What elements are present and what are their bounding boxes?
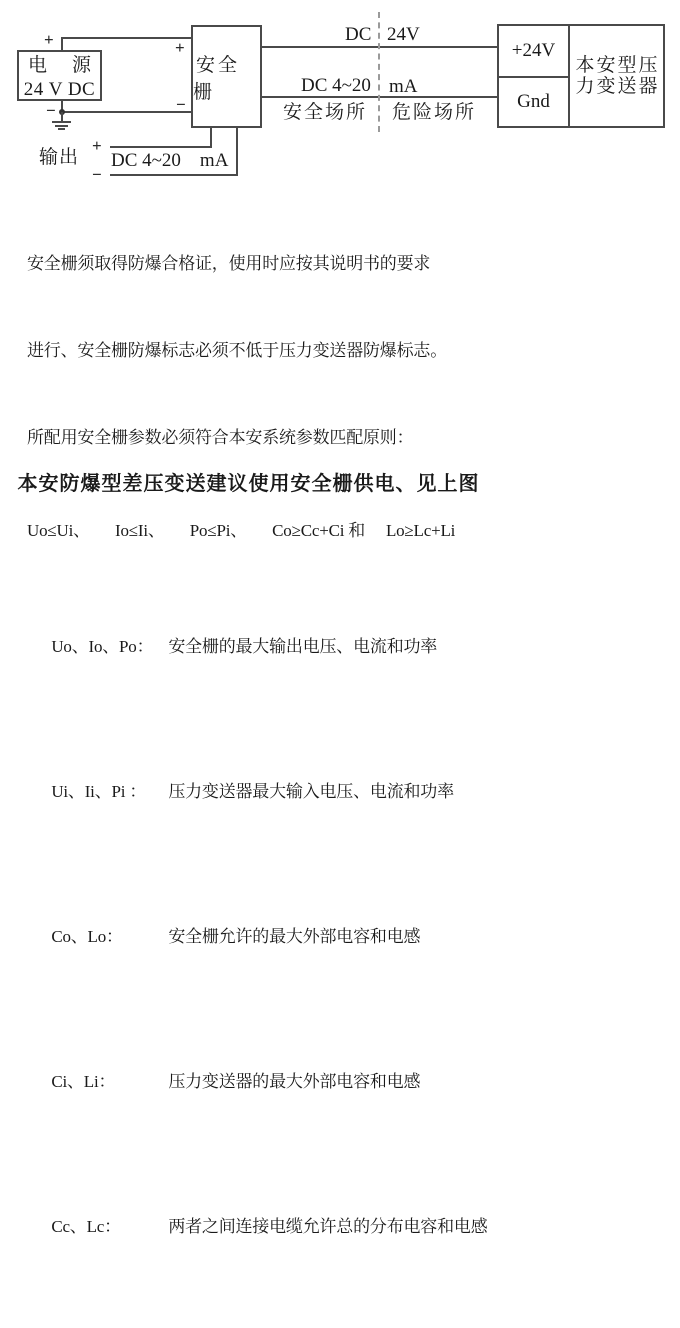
area-divider-dashed-line [378,12,380,132]
wire-power-minus-horizontal [61,111,192,113]
definition-term: Uo、Io、Po： [51,637,154,656]
definition-row [27,1038,675,1125]
power-supply-name [19,50,100,77]
transmitter-terminal-24v: +24V [511,40,556,61]
footer-note: 本安防爆型差压变送建议使用安全栅供电、见上图 [17,473,480,495]
definition-row [27,893,675,980]
notes-text [27,191,675,1328]
area-label-hazard: 危险场所 [392,102,477,123]
safety-barrier-box [191,25,262,128]
power-minus-sign: − [46,101,56,120]
definition-desc: 两者之间连接电缆允许总的分布电容和电感 [168,1217,488,1236]
wire-output-plus-horizontal [110,146,212,148]
power-supply-box [17,50,102,101]
transmitter-name-line1: 本安型压 [575,55,660,76]
definition-desc: 安全栅的最大输出电压、电流和功率 [168,637,438,656]
wire-power-plus-horizontal [61,37,192,39]
definition-term: Ci、Li： [51,1072,116,1091]
definition-row [27,748,675,835]
definition-row [27,603,675,690]
wire-label-dc: DC [345,24,372,45]
wire-label-ma: mA [389,76,418,97]
power-supply-voltage: 24 V DC [23,79,96,100]
definition-term: Cc、Lc： [51,1217,121,1236]
note-line-2: 进行、安全栅防爆标志必须不低于压力变送器防爆标志。 [27,341,447,360]
output-minus-sign: − [92,165,102,184]
power-plus-sign: + [44,30,54,49]
transmitter-name-line2: 力变送器 [575,76,660,97]
note-line-1: 安全栅须取得防爆合格证，使用时应按其说明书的要求 [27,254,431,273]
power-supply-name-left: 电 [28,55,48,76]
output-wire-label: DC 4~20 mA [111,150,229,171]
wire-power-plus-vertical [61,37,63,51]
wire-output-plus-vertical [210,127,212,147]
wire-label-dc420: DC 4~20 [301,75,371,96]
output-label: 输出 [39,147,80,168]
wire-output-minus-horizontal [110,174,238,176]
definition-term: Co、Lo： [51,927,123,946]
safety-barrier-label: 安全栅 [193,54,241,103]
barrier-minus-sign: − [176,95,186,114]
wire-output-minus-vertical [236,127,238,176]
definition-desc: 安全栅允许的最大外部电容和电感 [168,927,421,946]
output-plus-sign: + [92,136,102,155]
transmitter-name [570,26,663,126]
transmitter-box [497,24,665,128]
note-line-3: 所配用安全栅参数必须符合本安系统参数匹配原则： [27,428,414,447]
barrier-plus-sign: + [175,38,185,57]
formula-line: Uo≤Ui、 Io≤Ii、 Po≤Pi、 Co≥Cc+Ci 和 Lo≥Lc+Li [27,521,456,540]
transmitter-terminal-gnd: Gnd [517,91,550,112]
wire-label-24v: 24V [387,24,420,45]
definition-desc: 压力变送器最大输入电压、电流和功率 [168,782,454,801]
definition-term: Ui、Ii、Pi ： [51,782,147,801]
definition-row [27,1183,675,1270]
power-supply-name-right: 源 [71,55,91,76]
definition-desc: 压力变送器的最大外部电容和电感 [168,1072,421,1091]
area-label-safe: 安全场所 [283,102,368,123]
